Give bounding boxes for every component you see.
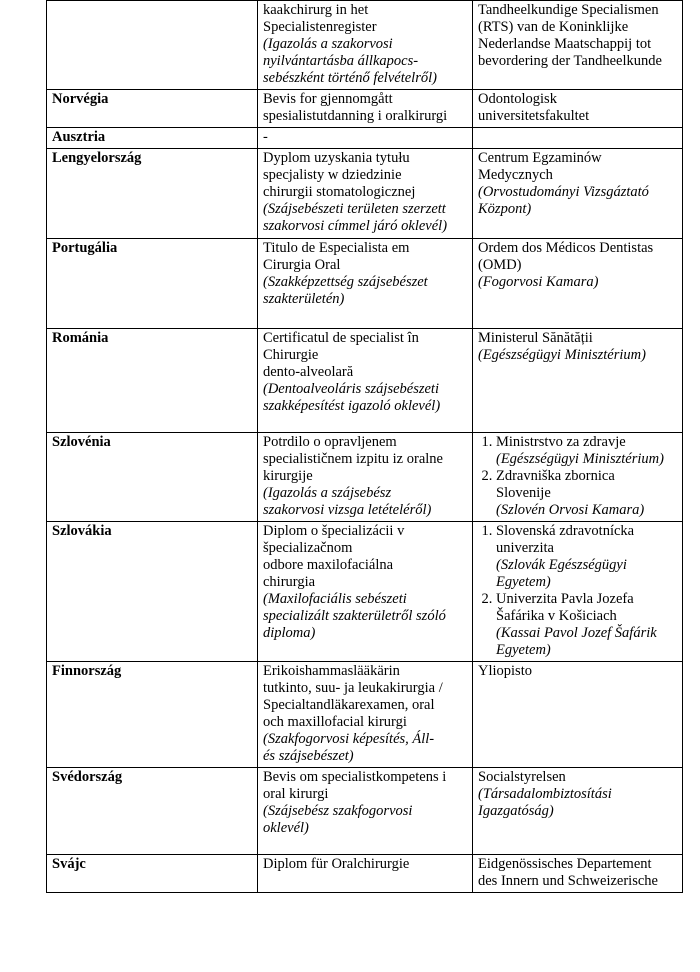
diploma-translation-line: (Dentoalveoláris szájsebészeti [263,381,439,397]
diploma-title-line: špecializačnom [263,540,353,556]
table-row [47,128,683,149]
diploma-title-line: Potrdilo o opravljenem [263,434,397,450]
diploma-title-line: Bevis om specialistkompetens i [263,769,447,785]
authority-list-item [496,468,677,519]
diploma-translation-line: (Szakképzettség szájsebészet [263,274,428,290]
diploma-title-line: tutkinto, suu- ja leukakirurgia / [263,680,443,696]
diploma-cell [258,662,473,768]
diploma-translation-line: diploma) [263,625,316,641]
diploma-cell [258,433,473,522]
diploma-title-line: och maxillofacial kirurgi [263,714,407,730]
authority-translation-line: (Kassai Pavol Jozef Šafárik [496,625,657,641]
country-cell: Románia [47,329,258,433]
diploma-cell [258,239,473,329]
authority-translation-line: (Fogorvosi Kamara) [478,274,599,290]
table-row [47,149,683,239]
authority-translation-line: (Szlovén Orvosi Kamara) [496,502,645,518]
table-row [47,662,683,768]
authority-translation-line: Központ) [478,201,532,217]
authority-cell [473,90,683,128]
country-cell: Svájc [47,855,258,893]
authority-translation-line: (Egészségügyi Minisztérium) [496,451,664,467]
country-cell: Finnország [47,662,258,768]
diploma-translation-line: (Maxilofaciális sebészeti [263,591,407,607]
authority-name-line: Socialstyrelsen [478,769,566,785]
diploma-translation-line: szakorvosi vizsga letételéről) [263,502,432,518]
diploma-title-line: Specialtandläkarexamen, oral [263,697,435,713]
country-cell [47,1,258,90]
diploma-cell [258,90,473,128]
diploma-title-line: odbore maxilofaciálna [263,557,394,573]
diploma-translation-line: (Szájsebészeti területen szerzett [263,201,446,217]
diploma-translation-line: szakterületén) [263,291,345,307]
diploma-title-line: Diplom für Oralchirurgie [263,856,410,872]
authority-name-line: 1. Ministrstvo za zdravje [496,434,626,450]
table-row [47,768,683,855]
country-cell: Norvégia [47,90,258,128]
authority-list [478,523,677,659]
authority-name-line: Yliopisto [478,663,532,679]
authority-name-line: univerzita [496,540,554,556]
diploma-translation-line: (Szájsebész szakfogorvosi [263,803,413,819]
diploma-translation-line: sebészként történő felvételről) [263,70,437,86]
diploma-translation-line: szakorvosi címmel járó oklevél) [263,218,448,234]
authority-name-line: des Innern und Schweizerische [478,873,658,889]
authority-name-line: Centrum Egzaminów [478,150,602,166]
diploma-translation-line: szakképesítést igazoló oklevél) [263,398,441,414]
authority-list-item [496,523,677,591]
diploma-translation-line: és szájsebészet) [263,748,354,764]
table-row [47,433,683,522]
country-cell: Svédország [47,768,258,855]
authority-translation-line: (Orvostudományi Vizsgáztató [478,184,649,200]
country-cell: Ausztria [47,128,258,149]
diploma-title-line: Diplom o špecializácii v [263,523,405,539]
table-row [47,855,683,893]
table-row [47,1,683,90]
diploma-title-line: kaakchirurg in het [263,2,369,18]
authority-cell [473,239,683,329]
authority-name-line: (RTS) van de Koninklijke [478,19,629,35]
authority-name-line: Medycznych [478,167,553,183]
authority-cell [473,329,683,433]
diploma-translation-line: (Igazolás a szájsebész [263,485,392,501]
diploma-translation-line: nyilvántartásba állkapocs- [263,53,419,69]
diploma-title-line: chirurgia [263,574,316,590]
authority-name-line: Nederlandse Maatschappij tot [478,36,652,52]
diploma-cell [258,329,473,433]
authority-translation-line: Egyetem) [496,642,551,658]
diploma-title-line: specjalisty w dziedzinie [263,167,402,183]
authority-cell [473,768,683,855]
authority-cell [473,522,683,662]
diploma-title-line: Dyplom uzyskania tytułu [263,150,410,166]
authority-name-line: (OMD) [478,257,522,273]
authority-cell [473,855,683,893]
specialist-qualifications-table [46,0,683,893]
authority-name-line: Slovenije [496,485,551,501]
authority-name-line: Šafárika v Košiciach [496,608,617,624]
table-row [47,239,683,329]
authority-name-line: 2. Zdravniška zbornica [496,468,615,484]
authority-name-line: 2. Univerzita Pavla Jozefa [496,591,634,607]
authority-cell [473,433,683,522]
country-cell: Portugália [47,239,258,329]
diploma-translation-line: specializált szakterületről szóló [263,608,446,624]
diploma-title-line: Certificatul de specialist în [263,330,419,346]
diploma-title-line: Chirurgie [263,347,319,363]
authority-cell [473,149,683,239]
authority-name-line: Eidgenössisches Departement [478,856,652,872]
diploma-title-line: Bevis for gjennomgått [263,91,393,107]
authority-list-item [496,591,677,659]
authority-name-line: Odontologisk [478,91,557,107]
diploma-title-line: Cirurgia Oral [263,257,341,273]
table-row [47,90,683,128]
diploma-cell [258,128,473,149]
authority-translation-line: (Szlovák Egészségügyi [496,557,627,573]
diploma-title-line: Specialistenregister [263,19,377,35]
table-row [47,329,683,433]
diploma-title-line: Erikoishammaslääkärin [263,663,400,679]
authority-translation-line: Egyetem) [496,574,551,590]
diploma-cell [258,768,473,855]
country-cell: Lengyelország [47,149,258,239]
diploma-translation-line: (Igazolás a szakorvosi [263,36,393,52]
diploma-title-line: specialističnem izpitu iz oralne [263,451,443,467]
authority-cell [473,1,683,90]
authority-name-line: bevordering der Tandheelkunde [478,53,662,69]
authority-name-line: Tandheelkundige Specialismen [478,2,659,18]
authority-translation-line: (Egészségügyi Minisztérium) [478,347,646,363]
authority-name-line: universitetsfakultet [478,108,590,124]
authority-name-line: Ordem dos Médicos Dentistas [478,240,654,256]
diploma-title-line: chirurgii stomatologicznej [263,184,416,200]
authority-list-item [496,434,677,468]
diploma-cell [258,149,473,239]
diploma-title-line: kirurgije [263,468,313,484]
country-cell: Szlovákia [47,522,258,662]
diploma-cell [258,1,473,90]
diploma-title-line: - [263,129,268,145]
country-cell: Szlovénia [47,433,258,522]
table-row [47,522,683,662]
authority-cell [473,662,683,768]
table-body [47,1,683,893]
authority-name-line: 1. Slovenská zdravotnícka [496,523,635,539]
diploma-cell [258,522,473,662]
diploma-title-line: Titulo de Especialista em [263,240,410,256]
diploma-title-line: oral kirurgi [263,786,329,802]
authority-translation-line: Igazgatóság) [478,803,554,819]
authority-name-line: Ministerul Sănătății [478,330,593,346]
diploma-cell [258,855,473,893]
diploma-title-line: dento-alveolară [263,364,354,380]
authority-translation-line: (Társadalombiztosítási [478,786,612,802]
diploma-translation-line: (Szakfogorvosi képesítés, Áll- [263,731,435,747]
authority-cell [473,128,683,149]
authority-list [478,434,677,519]
diploma-title-line: spesialistutdanning i oralkirurgi [263,108,448,124]
diploma-translation-line: oklevél) [263,820,309,836]
